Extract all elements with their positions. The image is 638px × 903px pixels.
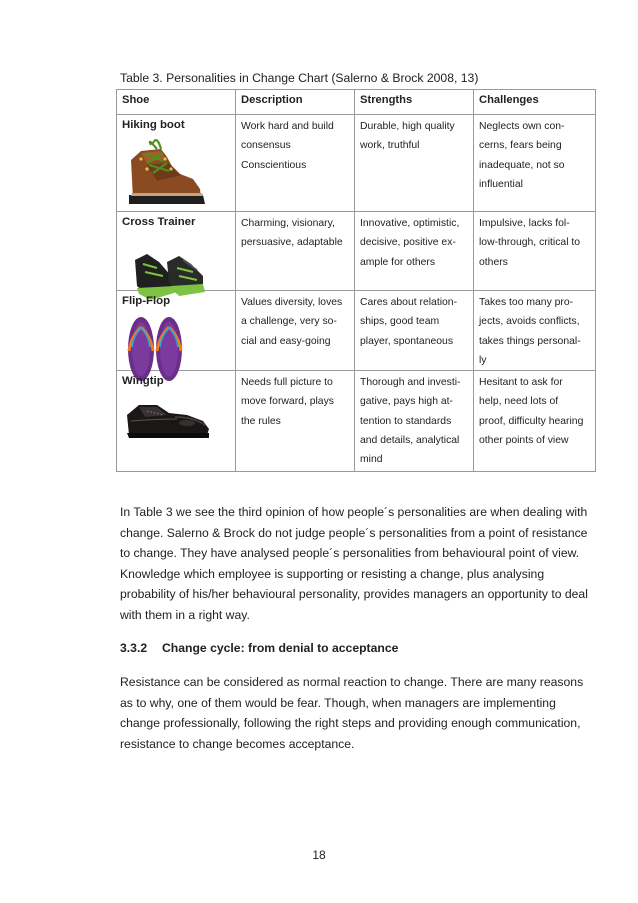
cell-line: help, need lots of (479, 396, 559, 408)
challenges-cell (474, 212, 596, 291)
table-row (117, 291, 596, 371)
description-cell (236, 212, 355, 291)
header-challenges: Challenges (474, 90, 596, 115)
cell-line: others (479, 256, 508, 268)
description-cell (236, 291, 355, 371)
cell-line: player, spontaneous (360, 335, 454, 347)
cell-line: gative, pays high at- (360, 396, 453, 408)
personalities-table (116, 89, 596, 472)
cell-line: jects, avoids conflicts, (479, 316, 580, 328)
hiking-boot-image (117, 115, 236, 210)
cell-line: proof, difficulty hearing (479, 415, 584, 427)
body-paragraph-1: In Table 3 we see the third opinion of how people´s personalities are when dealing with change. Salerno & Brock do not judge people´s personalities from a point of resistance to change. They have analysed people´s personalities from behavioural point of view. Knowledge which employee is supporting or resisting a change, plus analysing probability of his/her behavioural personality, provides managers an opportunity to deal with them in a right way. (120, 505, 588, 622)
cell-line: other points of view (479, 435, 569, 447)
cell-line: and details, analytical (360, 435, 460, 447)
table-header-row (117, 90, 596, 115)
page-number: 18 (312, 848, 326, 862)
strengths-cell (355, 291, 474, 371)
header-shoe: Shoe (117, 90, 236, 115)
cell-line: takes things personal- (479, 335, 581, 347)
cell-line: cial and easy-going (241, 335, 331, 347)
cell-line: decisive, positive ex- (360, 237, 456, 249)
cell-line: low-through, critical to (479, 237, 581, 249)
section-heading (120, 641, 398, 655)
section-number: 3.3.2 (120, 641, 148, 655)
cell-line: Takes too many pro- (479, 297, 574, 308)
challenges-cell (474, 291, 596, 371)
cell-line: influential (479, 178, 523, 190)
description-cell (236, 115, 355, 212)
cell-line: Hesitant to ask for (479, 377, 563, 389)
section-title: Change cycle: from denial to acceptance (162, 641, 399, 655)
header-strengths: Strengths (355, 90, 474, 115)
cell-line: mind (360, 454, 383, 466)
cell-line: Conscientious (241, 159, 307, 171)
cell-line: Charming, visionary, (241, 218, 335, 229)
cell-line: ships, good team (360, 316, 440, 328)
cell-line: Thorough and investi- (360, 377, 461, 389)
shoe-cell (117, 371, 236, 472)
shoe-cell (117, 291, 236, 371)
cell-line: a challenge, very so- (241, 316, 337, 328)
cell-line: Work hard and build (241, 121, 334, 132)
cell-line: persuasive, adaptable (241, 237, 343, 249)
cell-line: Cares about relation- (360, 297, 458, 308)
cell-line: cerns, fears being (479, 140, 562, 152)
table-row (117, 212, 596, 291)
shoe-cell (117, 212, 236, 291)
cell-line: Values diversity, loves (241, 297, 343, 308)
shoe-name: Cross Trainer (122, 216, 196, 228)
cell-line: Durable, high quality (360, 121, 455, 132)
table-row (117, 371, 596, 472)
cell-line: the rules (241, 415, 281, 427)
table-row (117, 115, 596, 212)
wingtip-shoe-image (117, 371, 236, 470)
cell-line: Impulsive, lacks fol- (479, 218, 570, 229)
challenges-cell (474, 115, 596, 212)
strengths-cell (355, 212, 474, 291)
cell-line: Innovative, optimistic, (360, 218, 460, 229)
strengths-cell (355, 371, 474, 472)
cell-line: consensus (241, 140, 291, 152)
body-paragraph-2: Resistance can be considered as normal reaction to change. There are many reasons as to why, one of them would be fear. Though, when managers are implementing change professionally, following the right steps and providing enough communication, resistance to change becomes acceptance. (120, 675, 584, 751)
cell-line: ample for others (360, 256, 436, 268)
challenges-cell (474, 371, 596, 472)
cell-line: inadequate, not so (479, 159, 565, 171)
table-caption: Table 3. Personalities in Change Chart (Salerno & Brock 2008, 13) (120, 71, 479, 85)
shoe-name: Hiking boot (122, 119, 185, 131)
shoe-name: Flip-Flop (122, 295, 171, 307)
cell-line: work, truthful (360, 140, 420, 152)
header-description: Description (236, 90, 355, 115)
cell-line: move forward, plays (241, 396, 334, 408)
strengths-cell (355, 115, 474, 212)
shoe-cell (117, 115, 236, 212)
shoe-name: Wingtip (122, 375, 164, 388)
cell-line: Needs full picture to (241, 377, 333, 389)
cell-line: ly (479, 354, 487, 366)
description-cell (236, 371, 355, 472)
cell-line: tention to standards (360, 415, 452, 427)
cell-line: Neglects own con- (479, 121, 565, 132)
